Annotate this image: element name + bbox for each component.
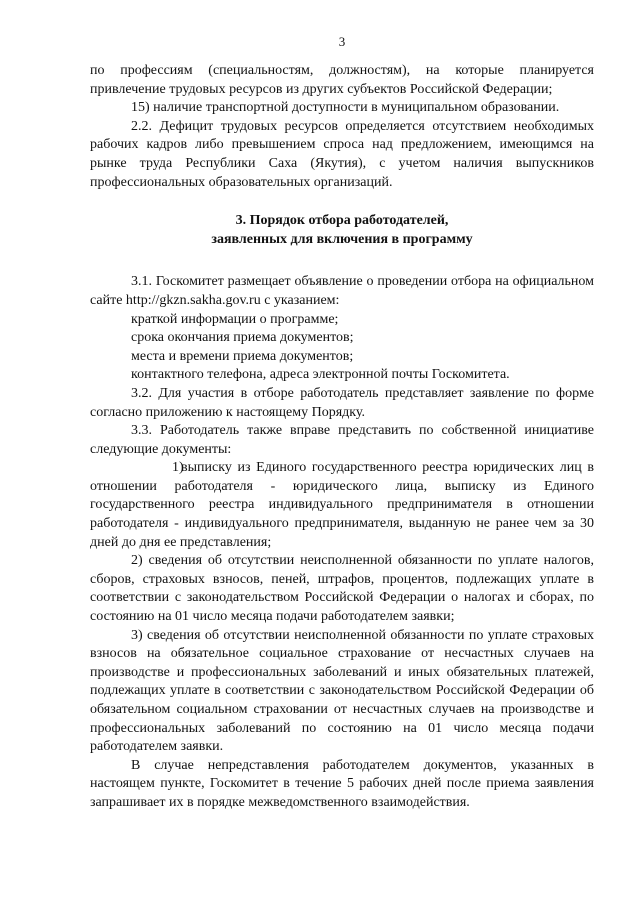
item-1-text: выписку из Единого государственного реестра юридических лиц в отношении работодателя - юридического лица, выписку из Единого государственного реестра индивидуального предпринимателя в отношении работодателя - индивидуального предпринимателя, выданную не ранее чем за 30 дней до дня ее представления;: [90, 460, 594, 550]
paragraph-item-3: 3) сведения об отсутствии неисполненной обязанности по уплате страховых взносов на обязательное социальное страхование от несчастных случаев на производстве и профессиональных заболеваний и иных обязательных платежей, подлежащих уплате в соответствии с законодательством Российской Федерации об обязательном социальном страховании от несчастных случаев на производстве и профессиональных заболеваний по состоянию на 01 число месяца подачи работодателем заявки.: [90, 627, 594, 755]
paragraph-final: В случае непредставления работодателем документов, указанных в настоящем пункте, Госкомитет в течение 5 рабочих дней после приема заявления запрашивает их в порядке межведомственного взаимодействия.: [90, 757, 594, 810]
paragraph-2-2: 2.2. Дефицит трудовых ресурсов определяется отсутствием необходимых рабочих кадров либо превышением спроса над предложением, имеющимся на рынке труда Республики Саха (Якутия), с учетом наличия выпускников профессиональных образовательных организаций.: [90, 118, 594, 190]
paragraph-3-1: 3.1. Госкомитет размещает объявление о проведении отбора на официальном сайте http://gkzn.sakha.gov.ru с указанием:: [90, 274, 594, 308]
list-item-place-time: места и времени приема документов;: [131, 348, 354, 364]
item-1-number: 1): [172, 460, 184, 476]
page-number: 3: [338, 34, 346, 49]
paragraph-item-1: [90, 459, 594, 552]
section-title-line-1: 3. Порядок отбора работодателей,: [235, 213, 449, 229]
list-item-deadline: срока окончания приема документов;: [131, 330, 354, 346]
paragraph-item-2: 2) сведения об отсутствии неисполненной обязанности по уплате налогов, сборов, страховых взносов, пеней, штрафов, процентов, подлежащих уплате в соответствии с законодательством Российской Федерации о налогах и сборах, по состоянию на 01 число месяца подачи работодателем заявки;: [90, 553, 594, 625]
list-item-program-info: краткой информации о программе;: [131, 311, 339, 327]
section-title-line-2: заявленных для включения в программу: [211, 231, 473, 247]
section-3-title: [90, 212, 594, 249]
paragraph-item-15: 15) наличие транспортной доступности в муниципальном образовании.: [131, 100, 560, 116]
paragraph-3-2: 3.2. Для участия в отборе работодатель представляет заявление по форме согласно приложению к настоящему Порядку.: [90, 385, 594, 420]
paragraph-professions: по профессиям (специальностям, должностям), на которые планируется привлечение трудовых ресурсов из других субъектов Российской Федерации;: [90, 63, 594, 97]
list-item-contacts: контактного телефона, адреса электронной почты Госкомитета.: [131, 367, 510, 383]
paragraph-3-3: 3.3. Работодатель также вправе представить по собственной инициативе следующие документы:: [90, 423, 594, 457]
